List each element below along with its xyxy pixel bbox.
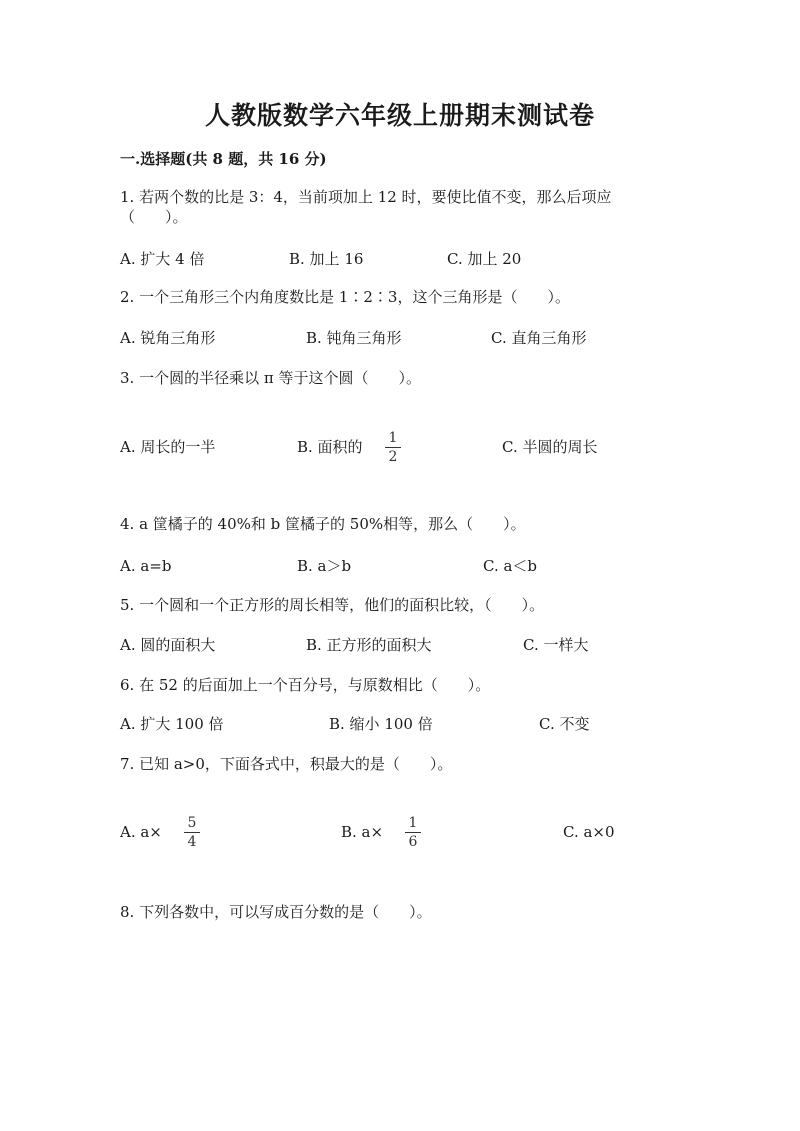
question-3-stem: 3. 一个圆的半径乘以 π 等于这个圆（ ）。 — [120, 369, 421, 387]
fraction-denominator: 2 — [388, 449, 398, 465]
question-7-fraction-b — [405, 815, 421, 850]
question-7-option-c: C. a×0 — [563, 823, 615, 841]
question-3-fraction — [385, 430, 401, 465]
question-8-stem: 8. 下列各数中，可以写成百分数的是（ ）。 — [120, 903, 432, 921]
question-1-option-a: A. 扩大 4 倍 — [120, 250, 205, 268]
question-6-option-b: B. 缩小 100 倍 — [329, 715, 433, 733]
question-4-option-b: B. a＞b — [297, 557, 352, 575]
fraction-denominator: 4 — [187, 834, 197, 850]
question-6-option-c: C. 不变 — [539, 715, 590, 733]
question-1-stem: 1. 若两个数的比是 3：4，当前项加上 12 时，要使比值不变，那么后项应（ ）。 — [120, 188, 612, 226]
question-1-option-c: C. 加上 20 — [447, 250, 522, 268]
question-4-stem: 4. a 筐橘子的 40%和 b 筐橘子的 50%相等，那么（ ）。 — [120, 515, 526, 533]
question-3-option-a: A. 周长的一半 — [120, 438, 216, 456]
question-1-option-b: B. 加上 16 — [289, 250, 364, 268]
question-2-option-a: A. 锐角三角形 — [120, 329, 216, 347]
fraction-numerator: 5 — [187, 815, 197, 831]
question-7-option-a: A. a× — [120, 823, 162, 841]
question-2-option-c: C. 直角三角形 — [491, 329, 587, 347]
fraction-bar — [385, 447, 401, 448]
question-5-stem: 5. 一个圆和一个正方形的周长相等，他们的面积比较，（ ）。 — [120, 596, 545, 614]
question-7-option-b: B. a× — [341, 823, 384, 841]
question-6-option-a: A. 扩大 100 倍 — [120, 715, 224, 733]
question-4-option-a: A. a=b — [120, 557, 172, 575]
question-2-stem: 2. 一个三角形三个内角度数比是 1∶2∶3，这个三角形是（ ）。 — [120, 288, 570, 306]
question-4-option-c: C. a＜b — [483, 557, 538, 575]
fraction-bar — [405, 832, 421, 833]
fraction-numerator: 1 — [408, 815, 418, 831]
question-5-option-b: B. 正方形的面积大 — [306, 636, 432, 654]
question-7-fraction-a — [184, 815, 200, 850]
exam-title: 人教版数学六年级上册期末测试卷 — [204, 101, 595, 130]
question-3-option-b: B. 面积的 — [297, 438, 363, 456]
fraction-bar — [184, 832, 200, 833]
question-5-option-a: A. 圆的面积大 — [120, 636, 216, 654]
fraction-numerator: 1 — [388, 430, 398, 446]
section-heading: 一.选择题(共 8 题，共 16 分) — [120, 150, 327, 168]
fraction-denominator: 6 — [408, 834, 418, 850]
question-5-option-c: C. 一样大 — [523, 636, 589, 654]
question-2-option-b: B. 钝角三角形 — [306, 329, 402, 347]
question-3-option-c: C. 半圆的周长 — [502, 438, 598, 456]
question-7-stem: 7. 已知 a>0，下面各式中，积最大的是（ ）。 — [120, 755, 453, 773]
question-6-stem: 6. 在 52 的后面加上一个百分号，与原数相比（ ）。 — [120, 676, 491, 694]
